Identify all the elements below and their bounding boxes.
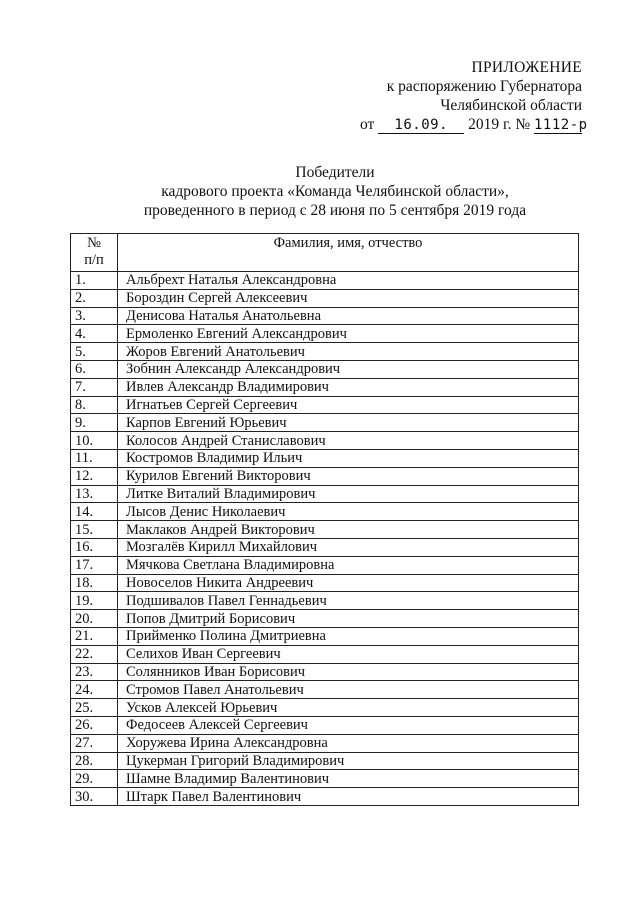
table-row (71, 325, 579, 343)
row-number: 14. (71, 503, 118, 521)
table-row (71, 289, 579, 307)
table-row (71, 556, 579, 574)
row-number: 24. (71, 681, 118, 699)
table-row (71, 521, 579, 539)
appendix-line-region: Челябинской области (440, 97, 582, 114)
table-row (71, 734, 579, 752)
row-number: 19. (71, 592, 118, 610)
table-row (71, 467, 579, 485)
row-full-name: Альбрехт Наталья Александровна (118, 272, 579, 290)
row-number: 12. (71, 467, 118, 485)
row-full-name: Шамне Владимир Валентинович (118, 770, 579, 788)
order-line (322, 115, 588, 134)
header-number-abbrev: п/п (84, 252, 104, 268)
row-number: 1. (71, 272, 118, 290)
row-full-name: Солянников Иван Борисович (118, 663, 579, 681)
row-number: 27. (71, 734, 118, 752)
row-full-name: Карпов Евгений Юрьевич (118, 414, 579, 432)
row-number: 10. (71, 432, 118, 450)
row-full-name: Прийменко Полина Дмитриевна (118, 627, 579, 645)
table-row (71, 592, 579, 610)
row-full-name: Мячкова Светлана Владимировна (118, 556, 579, 574)
title-line-2: кадрового проекта «Команда Челябинской области», (161, 183, 509, 200)
row-full-name: Федосеев Алексей Сергеевич (118, 716, 579, 734)
row-full-name: Жоров Евгений Анатольевич (118, 343, 579, 361)
row-number: 2. (71, 289, 118, 307)
table-row (71, 627, 579, 645)
table-row (71, 538, 579, 556)
table-row (71, 699, 579, 717)
row-number: 7. (71, 378, 118, 396)
row-number: 8. (71, 396, 118, 414)
row-number: 9. (71, 414, 118, 432)
row-full-name: Курилов Евгений Викторович (118, 467, 579, 485)
row-number: 15. (71, 521, 118, 539)
order-number: 1112-р (534, 117, 588, 133)
table-row (71, 432, 579, 450)
row-full-name: Новоселов Никита Андреевич (118, 574, 579, 592)
table-row (71, 360, 579, 378)
row-number: 11. (71, 449, 118, 467)
row-number: 21. (71, 627, 118, 645)
document-title (100, 163, 570, 220)
row-full-name: Литке Виталий Владимирович (118, 485, 579, 503)
title-line-1: Победители (295, 164, 375, 181)
title-line-3: проведенного в период с 28 июня по 5 сентября 2019 года (143, 202, 527, 219)
row-full-name: Подшивалов Павел Геннадьевич (118, 592, 579, 610)
row-full-name: Цукерман Григорий Владимирович (118, 752, 579, 770)
table-row (71, 770, 579, 788)
row-full-name: Денисова Наталья Анатольевна (118, 307, 579, 325)
table-row (71, 716, 579, 734)
row-full-name: Ермоленко Евгений Александрович (118, 325, 579, 343)
row-number: 6. (71, 360, 118, 378)
row-full-name: Мозгалёв Кирилл Михайлович (118, 538, 579, 556)
row-full-name: Маклаков Андрей Викторович (118, 521, 579, 539)
table-row (71, 378, 579, 396)
table-row (71, 663, 579, 681)
row-number: 23. (71, 663, 118, 681)
row-full-name: Штарк Павел Валентинович (118, 788, 579, 806)
table-row (71, 788, 579, 806)
header-number (71, 234, 118, 272)
appendix-block (322, 58, 588, 134)
row-full-name: Стромов Павел Анатольевич (118, 681, 579, 699)
row-number: 17. (71, 556, 118, 574)
row-full-name: Усков Алексей Юрьевич (118, 699, 579, 717)
appendix-line-decree: к распоряжению Губернатора (386, 78, 582, 95)
row-number: 4. (71, 325, 118, 343)
row-number: 13. (71, 485, 118, 503)
table-row (71, 343, 579, 361)
table-row (71, 272, 579, 290)
table-row (71, 752, 579, 770)
appendix-heading: ПРИЛОЖЕНИЕ (471, 59, 582, 76)
table-row (71, 449, 579, 467)
row-full-name: Костромов Владимир Ильич (118, 449, 579, 467)
table-row (71, 396, 579, 414)
table-body (71, 272, 579, 806)
table-row (71, 307, 579, 325)
row-number: 16. (71, 538, 118, 556)
table-row (71, 485, 579, 503)
row-full-name: Селихов Иван Сергеевич (118, 645, 579, 663)
row-full-name: Зобнин Александр Александрович (118, 360, 579, 378)
row-full-name: Бороздин Сергей Алексеевич (118, 289, 579, 307)
row-full-name: Колосов Андрей Станиславович (118, 432, 579, 450)
row-number: 3. (71, 307, 118, 325)
winners-table (70, 233, 579, 806)
header-number-sign: № (87, 235, 101, 251)
row-full-name: Хоружева Ирина Александровна (118, 734, 579, 752)
row-number: 26. (71, 716, 118, 734)
table-row (71, 503, 579, 521)
table-row (71, 645, 579, 663)
row-full-name: Ивлев Александр Владимирович (118, 378, 579, 396)
row-number: 5. (71, 343, 118, 361)
header-full-name: Фамилия, имя, отчество (118, 234, 579, 272)
table-row (71, 681, 579, 699)
table-row (71, 610, 579, 628)
row-number: 20. (71, 610, 118, 628)
row-number: 29. (71, 770, 118, 788)
row-number: 18. (71, 574, 118, 592)
table-row (71, 574, 579, 592)
table-header-row (71, 234, 579, 272)
order-from-label: от (360, 116, 375, 133)
row-number: 22. (71, 645, 118, 663)
row-full-name: Попов Дмитрий Борисович (118, 610, 579, 628)
row-number: 28. (71, 752, 118, 770)
row-number: 30. (71, 788, 118, 806)
table-row (71, 414, 579, 432)
row-full-name: Лысов Денис Николаевич (118, 503, 579, 521)
order-year-label: 2019 г. № (468, 116, 531, 133)
row-number: 25. (71, 699, 118, 717)
order-date: 16.09. (378, 118, 464, 134)
row-full-name: Игнатьев Сергей Сергеевич (118, 396, 579, 414)
